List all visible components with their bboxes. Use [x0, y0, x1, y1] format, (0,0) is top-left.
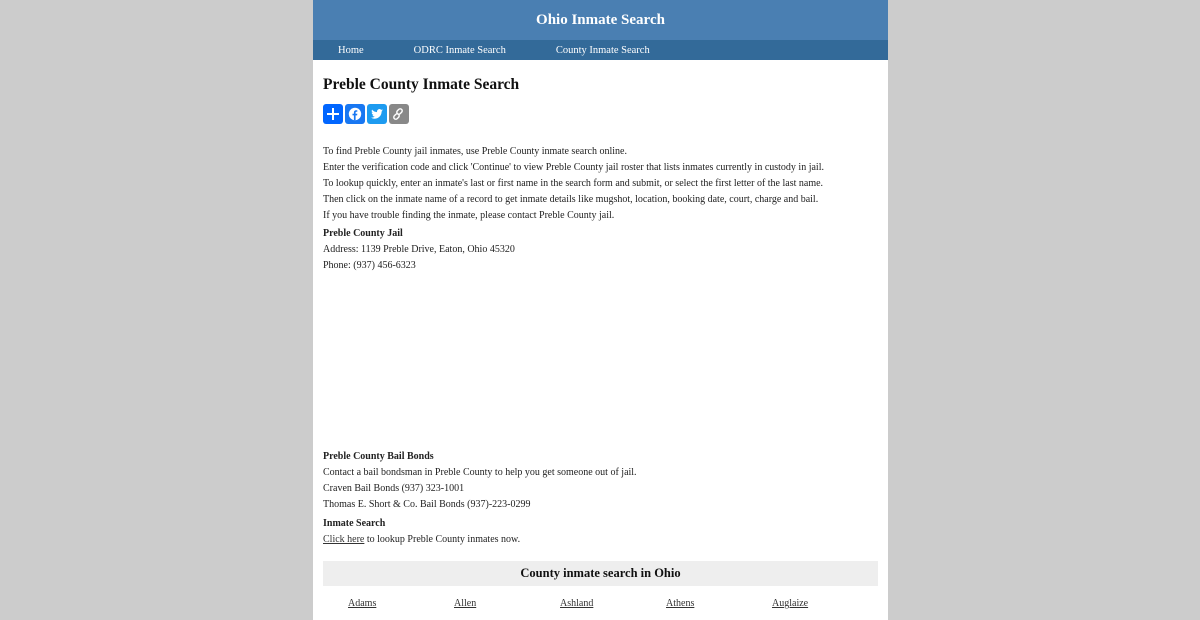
page-container	[313, 0, 888, 620]
bail-bondsman-2: Thomas E. Short & Co. Bail Bonds (937)-223-0299	[323, 499, 531, 510]
share-bar	[323, 104, 878, 124]
nav-county-inmate-search[interactable]: County Inmate Search	[555, 44, 650, 56]
county-section-header	[323, 561, 878, 586]
county-link-auglaize[interactable]: Auglaize	[772, 598, 809, 609]
inmate-search-info	[323, 516, 878, 548]
click-here-link[interactable]: Click here	[323, 534, 365, 545]
jail-title: Preble County Jail	[323, 228, 403, 239]
bail-bonds-intro: Contact a bail bondsman in Preble County to help you get someone out of jail.	[323, 467, 637, 478]
inmate-search-title: Inmate Search	[323, 518, 386, 529]
intro-line: If you have trouble finding the inmate, please contact Preble County jail.	[323, 210, 615, 221]
plus-share-icon	[326, 107, 340, 121]
county-link-ashland[interactable]: Ashland	[560, 598, 594, 609]
jail-address: Address: 1139 Preble Drive, Eaton, Ohio 45320	[323, 244, 515, 255]
bail-bonds-info	[323, 449, 878, 513]
facebook-icon	[348, 107, 362, 121]
intro-line: To lookup quickly, enter an inmate's last or first name in the search form and submit, or select the first letter of the last name.	[323, 178, 824, 189]
county-list	[323, 598, 878, 609]
bail-bondsman-1: Craven Bail Bonds (937) 323-1001	[323, 483, 465, 494]
intro-line: Enter the verification code and click 'Continue' to view Preble County jail roster that lists inmates currently in custody in jail.	[323, 162, 824, 173]
county-link-allen[interactable]: Allen	[454, 598, 477, 609]
county-section-title: County inmate search in Ohio	[520, 566, 681, 580]
twitter-icon	[370, 107, 384, 121]
intro-line: To find Preble County jail inmates, use Preble County inmate search online.	[323, 146, 627, 157]
nav-home[interactable]: Home	[338, 44, 364, 56]
site-title[interactable]: Ohio Inmate Search	[536, 11, 665, 28]
county-link-adams[interactable]: Adams	[348, 598, 377, 609]
nav-odrc-inmate-search[interactable]: ODRC Inmate Search	[413, 44, 506, 56]
jail-info	[323, 226, 878, 274]
ad-space	[323, 277, 878, 449]
page-title: Preble County Inmate Search	[323, 76, 520, 93]
bail-bonds-title: Preble County Bail Bonds	[323, 451, 434, 462]
twitter-share-button[interactable]	[367, 104, 387, 124]
nav-bar	[313, 40, 888, 60]
facebook-share-button[interactable]	[345, 104, 365, 124]
inmate-search-line	[323, 532, 878, 548]
inmate-search-text: to lookup Preble County inmates now.	[364, 534, 521, 545]
county-link-athens[interactable]: Athens	[666, 598, 695, 609]
site-header	[313, 0, 888, 40]
copy-link-icon	[392, 107, 406, 121]
intro-text	[323, 144, 878, 224]
main-content	[313, 76, 888, 609]
copy-link-button[interactable]	[389, 104, 409, 124]
jail-phone: Phone: (937) 456-6323	[323, 260, 416, 271]
intro-line: Then click on the inmate name of a record to get inmate details like mugshot, location, booking date, court, charge and bail.	[323, 194, 819, 205]
share-button[interactable]	[323, 104, 343, 124]
